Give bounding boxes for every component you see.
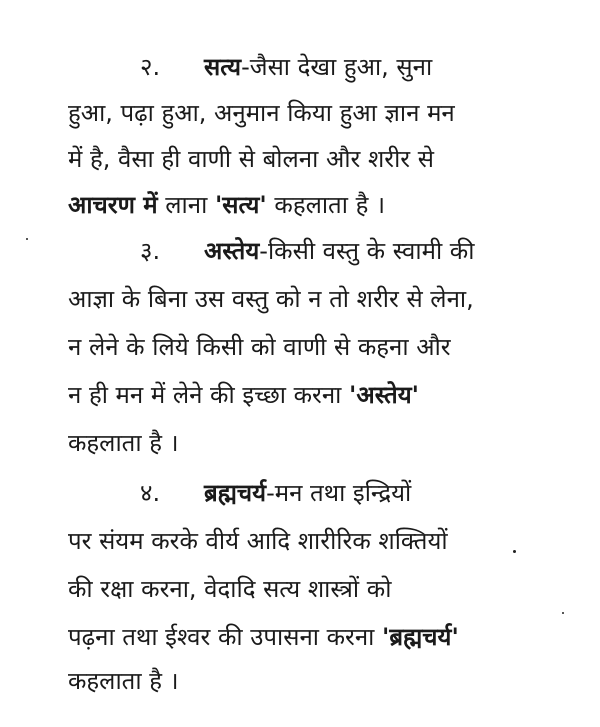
body-text: कहलाता है । [266, 191, 386, 219]
body-line: कहलाता है । [68, 429, 179, 457]
body-line: आज्ञा के बिना उस वस्तु को न तो शरीर से लेना, [68, 285, 474, 313]
body-line: की रक्षा करना, वेदादि सत्य शास्त्रों को [68, 575, 392, 603]
quoted-term: 'सत्य' [214, 191, 267, 219]
section-term: ब्रह्मचर्य [204, 479, 267, 507]
body-line [68, 190, 385, 220]
scan-speck [26, 238, 28, 240]
heading-text: -जैसा देखा हुआ, सुना [241, 53, 433, 81]
quoted-term: 'अस्तेय' [349, 381, 419, 409]
body-text: न ही मन में लेने की इच्छा करना [68, 381, 350, 409]
body-line [68, 622, 459, 652]
body-line [68, 380, 419, 410]
heading-text: -किसी वस्तु के स्वामी की [259, 237, 475, 265]
section-heading-line [140, 52, 432, 82]
section-number: ४. [140, 479, 161, 507]
section-heading-line [140, 478, 411, 508]
body-line: हुआ, पढ़ा हुआ, अनुमान किया हुआ ज्ञान मन [68, 99, 455, 127]
section-heading-line [140, 236, 474, 266]
quoted-term: 'ब्रह्मचर्य' [382, 623, 459, 651]
body-line: न लेने के लिये किसी को वाणी से कहना और [68, 333, 451, 361]
scan-speck [562, 612, 564, 614]
body-text: लाना [157, 191, 215, 219]
body-text: पढ़ना तथा ईश्वर की उपासना करना [68, 623, 383, 651]
section-number: ३. [140, 237, 161, 265]
bold-phrase: आचरण में [68, 191, 158, 219]
section-term: सत्य [204, 53, 242, 81]
heading-text: -मन तथा इन्द्रियों [266, 479, 412, 507]
section-term: अस्तेय [204, 237, 260, 265]
section-number: २. [140, 53, 161, 81]
body-line: में है, वैसा ही वाणी से बोलना और शरीर से [68, 145, 434, 173]
body-line: कहलाता है । [68, 667, 179, 695]
scan-speck [513, 550, 516, 553]
body-line: पर संयम करके वीर्य आदि शारीरिक शक्तियों [68, 527, 448, 555]
